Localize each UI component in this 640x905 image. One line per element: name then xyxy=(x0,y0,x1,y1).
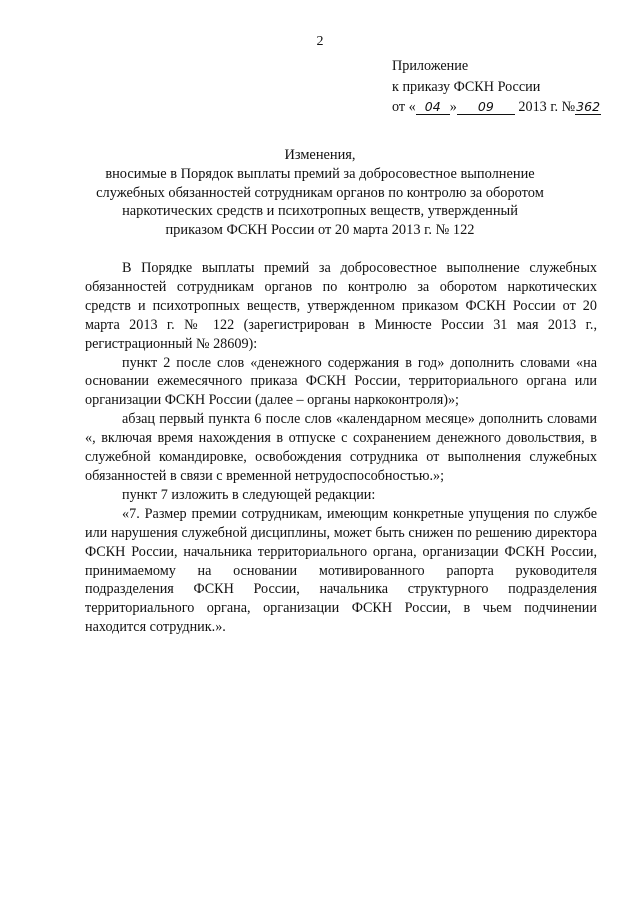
appendix-title: Приложение xyxy=(392,58,469,74)
body-paragraph: пункт 7 изложить в следующей редакции: xyxy=(122,486,376,503)
appendix-header xyxy=(392,56,622,118)
appendix-order-ref: к приказу ФСКН России xyxy=(392,78,541,95)
title-line: служебных обязанностей сотрудникам органов по контролю за оборотом xyxy=(96,184,544,201)
date-mid: » xyxy=(449,99,457,115)
title-line: приказом ФСКН России от 20 марта 2013 г. № 122 xyxy=(165,222,475,239)
title-line: наркотических средств и психотропных веществ, утвержденный xyxy=(122,203,518,220)
date-year: 2013 г. № xyxy=(518,99,576,115)
document-body xyxy=(85,259,597,637)
title-line: вносимые в Порядок выплаты премий за добросовестное выполнение xyxy=(105,165,535,182)
date-month-handwritten: 09 xyxy=(457,99,515,115)
page-number: 2 xyxy=(316,34,324,49)
date-day-handwritten: 04 xyxy=(416,99,450,115)
title-line: Изменения, xyxy=(284,147,356,163)
document-title xyxy=(70,146,570,240)
body-paragraph: В Порядке выплаты премий за добросовестное выполнение служебных обязанностей сотрудникам органов по контролю за оборотом наркотических средств и психотропных веществ, утвержденном приказом ФСКН России от 20 марта 2013 г. № 122 (зарегистрирован в Минюсте России 31 мая 2013 г., регистрационный № 28609): xyxy=(85,260,597,352)
body-paragraph: абзац первый пункта 6 после слов «календарном месяце» дополнить словами «, включая время нахождения в отпуске с сохранением денежного довольствия, в служебной командировке, освобождения сотрудника от выполнения служебных обязанностей в связи с временной нетрудоспособностью.»; xyxy=(85,411,597,484)
body-paragraph: «7. Размер премии сотрудникам, имеющим конкретные упущения по службе или нарушения служебной дисциплины, может быть снижен по решению директора ФСКН России, начальника территориального органа, организации ФСКН России, принимаемому на основании мотивированного рапорта руководителя подразделения ФСКН России, начальника структурного подразделения территориального органа, организации ФСКН России, в чьем подчинении находится сотрудник.». xyxy=(85,505,597,636)
order-number-handwritten: 362 xyxy=(576,99,601,114)
date-prefix: от « xyxy=(392,99,416,115)
appendix-date-line xyxy=(392,97,622,118)
body-paragraph: пункт 2 после слов «денежного содержания в год» дополнить словами «на основании ежемесячного приказа ФСКН России, территориального органа или организации ФСКН России (далее – органы наркоконтроля)»; xyxy=(85,354,597,409)
